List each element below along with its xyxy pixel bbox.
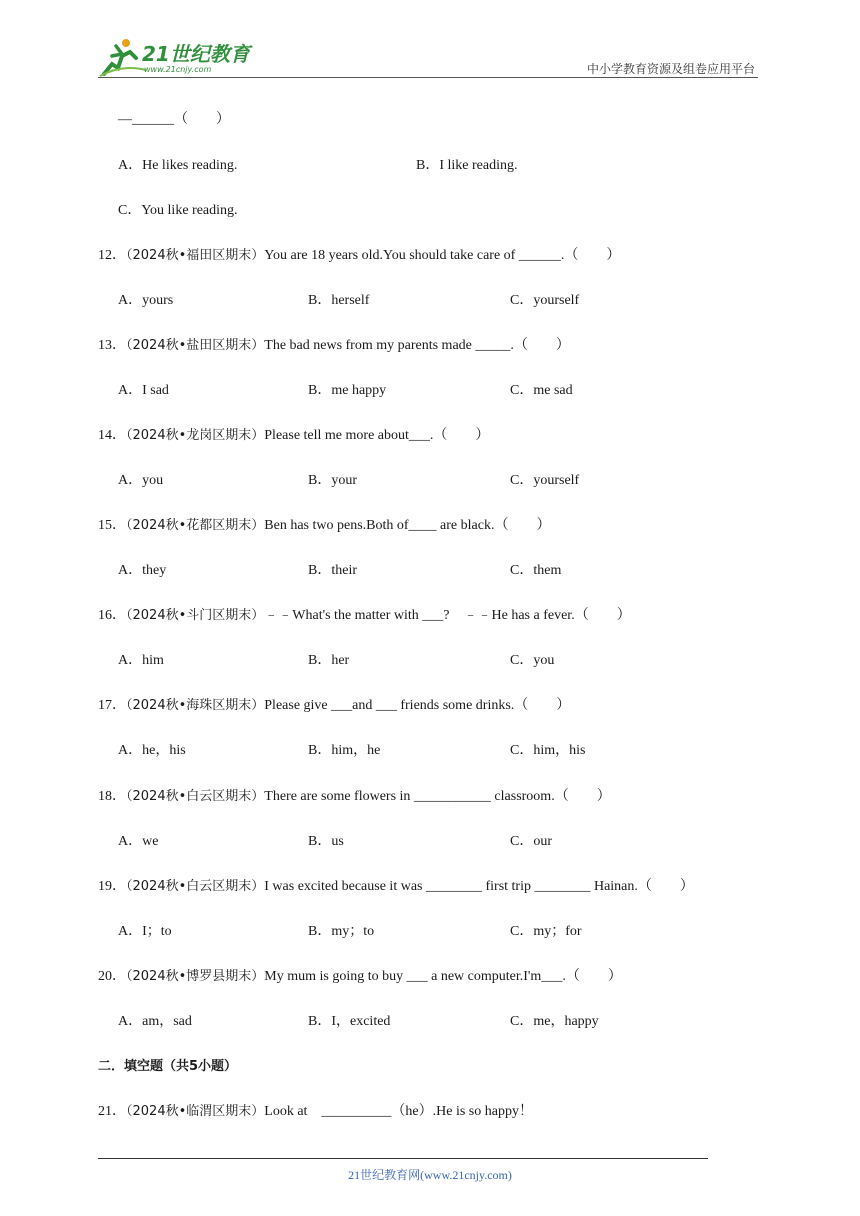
prev-option-b: B．I like reading. bbox=[416, 158, 518, 173]
question-source: （2024秋•博罗县期末） bbox=[126, 969, 265, 984]
q16-option-a: A．him bbox=[118, 653, 164, 668]
question-stem: You are 18 years old.You should take care of ______.（ ） bbox=[264, 248, 621, 263]
q19-option-b: B．my；to bbox=[308, 924, 375, 939]
q18-option-a: A．we bbox=[118, 834, 159, 849]
q18-option-c: C．our bbox=[510, 834, 552, 849]
q13-option-c: C．me sad bbox=[510, 383, 573, 398]
q20-option-c: C．me，happy bbox=[510, 1014, 599, 1029]
footer-link[interactable]: 21世纪教育网(www.21cnjy.com) bbox=[348, 1168, 512, 1182]
question-17 bbox=[98, 697, 570, 715]
question-number: 21． bbox=[98, 1104, 126, 1119]
q20-option-a: A．am，sad bbox=[118, 1014, 192, 1029]
question-source: （2024秋•福田区期末） bbox=[126, 248, 265, 263]
q18-option-b: B．us bbox=[308, 834, 344, 849]
question-19 bbox=[98, 878, 694, 896]
q19-option-c: C．my；for bbox=[510, 924, 582, 939]
question-21 bbox=[98, 1103, 533, 1121]
q15-option-b: B．their bbox=[308, 563, 357, 578]
question-source: （2024秋•龙岗区期末） bbox=[126, 428, 265, 443]
question-source: （2024秋•斗门区期末） bbox=[126, 608, 265, 623]
svg-text:21世纪教育: 21世纪教育 bbox=[142, 42, 250, 66]
q12-option-b: B．herself bbox=[308, 293, 370, 308]
site-logo bbox=[92, 34, 262, 78]
question-number: 18． bbox=[98, 789, 126, 804]
q15-option-a: A．they bbox=[118, 563, 167, 578]
question-stem: Ben has two pens.Both of____ are black.（ ） bbox=[264, 518, 551, 533]
question-source: （2024秋•临渭区期末） bbox=[126, 1104, 265, 1119]
svg-text:www.21cnjy.com: www.21cnjy.com bbox=[144, 65, 212, 74]
question-number: 14． bbox=[98, 428, 126, 443]
q14-option-a: A．you bbox=[118, 473, 164, 488]
question-15 bbox=[98, 517, 550, 535]
question-source: （2024秋•白云区期末） bbox=[126, 789, 265, 804]
question-number: 12． bbox=[98, 248, 126, 263]
question-18 bbox=[98, 788, 611, 806]
question-number: 13． bbox=[98, 338, 126, 353]
question-20 bbox=[98, 968, 622, 986]
question-stem: Look at __________（he）.He is so happy！ bbox=[264, 1104, 533, 1119]
q13-option-b: B．me happy bbox=[308, 383, 387, 398]
q14-option-c: C．yourself bbox=[510, 473, 580, 488]
question-stem: Please tell me more about___.（ ） bbox=[264, 428, 490, 443]
question-source: （2024秋•海珠区期末） bbox=[126, 698, 265, 713]
question-12 bbox=[98, 247, 620, 265]
prev-question-stem: —______（ ） bbox=[118, 112, 230, 127]
q14-option-b: B．your bbox=[308, 473, 357, 488]
q16-option-c: C．you bbox=[510, 653, 555, 668]
question-source: （2024秋•盐田区期末） bbox=[126, 338, 265, 353]
question-stem: I was excited because it was ________ first trip ________ Hainan.（ ） bbox=[264, 879, 694, 894]
question-number: 19． bbox=[98, 879, 126, 894]
question-stem: ﹣﹣What's the matter with ___? ﹣﹣He has a fever.（ ） bbox=[264, 608, 631, 623]
question-13 bbox=[98, 337, 570, 355]
prev-option-c: C．You like reading. bbox=[118, 203, 238, 218]
question-stem: The bad news from my parents made _____.（ ） bbox=[264, 338, 570, 353]
footer-divider bbox=[98, 1158, 708, 1159]
question-source: （2024秋•花都区期末） bbox=[126, 518, 265, 533]
q20-option-b: B．I，excited bbox=[308, 1014, 391, 1029]
q17-option-a: A．he，his bbox=[118, 743, 186, 758]
prev-option-a: A．He likes reading. bbox=[118, 158, 238, 173]
question-number: 17． bbox=[98, 698, 126, 713]
question-number: 15． bbox=[98, 518, 126, 533]
q19-option-a: A．I；to bbox=[118, 924, 172, 939]
runner-icon bbox=[100, 39, 146, 76]
question-14 bbox=[98, 427, 489, 445]
header-divider bbox=[98, 77, 758, 78]
question-stem: There are some flowers in ___________ classroom.（ ） bbox=[264, 789, 611, 804]
question-number: 20． bbox=[98, 969, 126, 984]
q17-option-c: C．him，his bbox=[510, 743, 586, 758]
question-16 bbox=[98, 607, 631, 625]
q15-option-c: C．them bbox=[510, 563, 562, 578]
question-source: （2024秋•白云区期末） bbox=[126, 879, 265, 894]
section-heading: 二．填空题（共5小题） bbox=[98, 1059, 238, 1074]
q13-option-a: A．I sad bbox=[118, 383, 169, 398]
q12-option-c: C．yourself bbox=[510, 293, 580, 308]
q12-option-a: A．yours bbox=[118, 293, 174, 308]
question-number: 16． bbox=[98, 608, 126, 623]
question-stem: Please give ___and ___ friends some drinks.（ ） bbox=[264, 698, 571, 713]
q16-option-b: B．her bbox=[308, 653, 350, 668]
platform-name: 中小学教育资源及组卷应用平台 bbox=[586, 62, 755, 76]
question-stem: My mum is going to buy ___ a new computer.I'm___.（ ） bbox=[264, 969, 622, 984]
q17-option-b: B．him，he bbox=[308, 743, 381, 758]
